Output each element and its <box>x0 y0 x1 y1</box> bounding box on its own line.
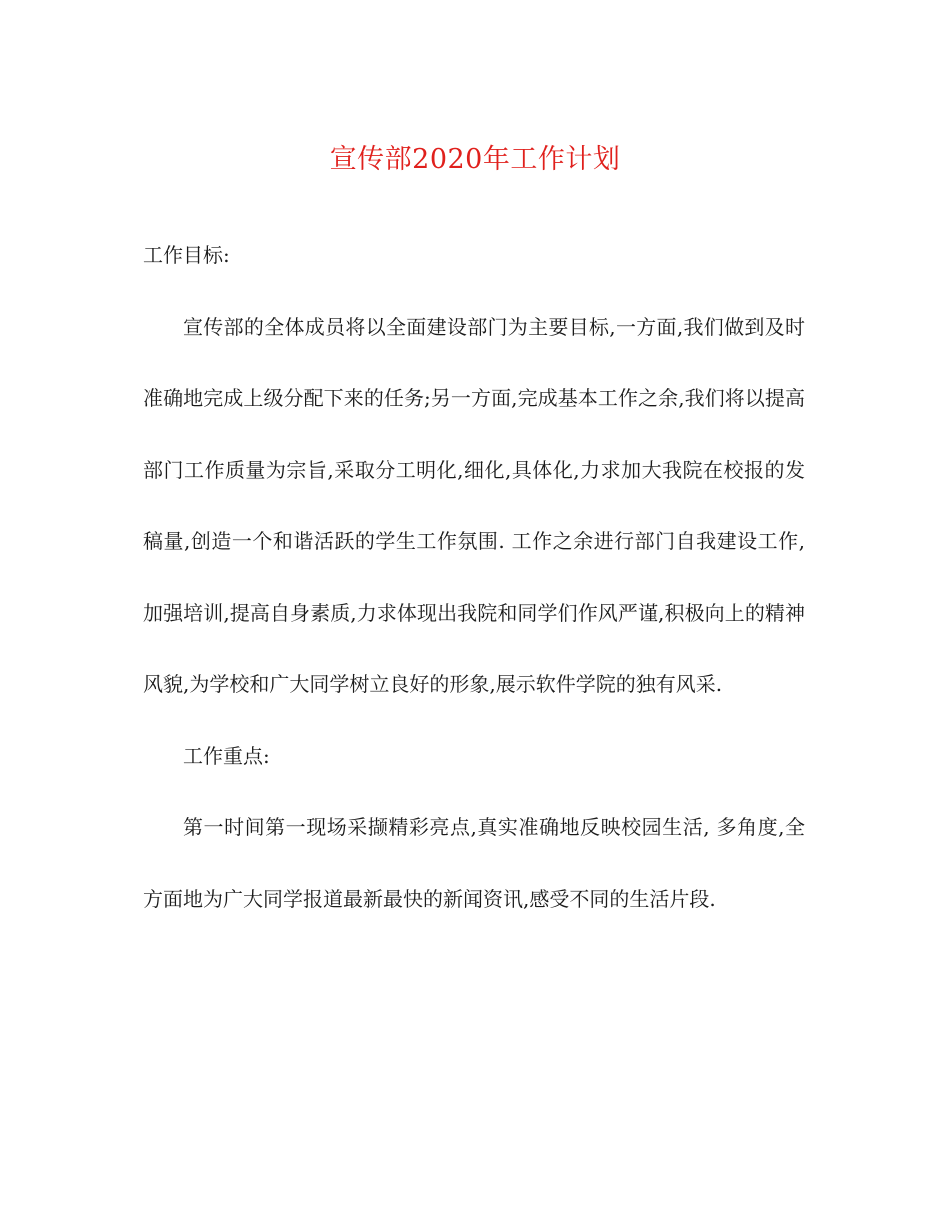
document-title: 宣传部2020年工作计划 <box>329 144 621 175</box>
section-heading-goals: 工作目标: <box>143 243 230 267</box>
paragraph-goals: 宣传部的全体成员将以全面建设部门为主要目标,一方面,我们做到及时准确地完成上级分配下来的任务;另一方面,完成基本工作之余,我们将以提高部门工作质量为宗旨,采取分工明化,细化,具体化,力求加大我院在校报的发稿量,创造一个和谐活跃的学生工作氛围. 工作之余进行部门自我建设工作,加强培训,提高自身素质,力求体现出我院和同学们作风严谨,积极向上的精神风貌,为学校和广大同学树立良好的形象,展示软件学院的独有风采. <box>143 314 805 696</box>
section-heading-focus: 工作重点: <box>183 743 270 768</box>
paragraph-focus: 第一时间第一现场采撷精彩亮点,真实准确地反映校园生活, 多角度,全方面地为广大同学报道最新最快的新闻资讯,感受不同的生活片段. <box>143 815 805 911</box>
document-body <box>143 220 805 935</box>
